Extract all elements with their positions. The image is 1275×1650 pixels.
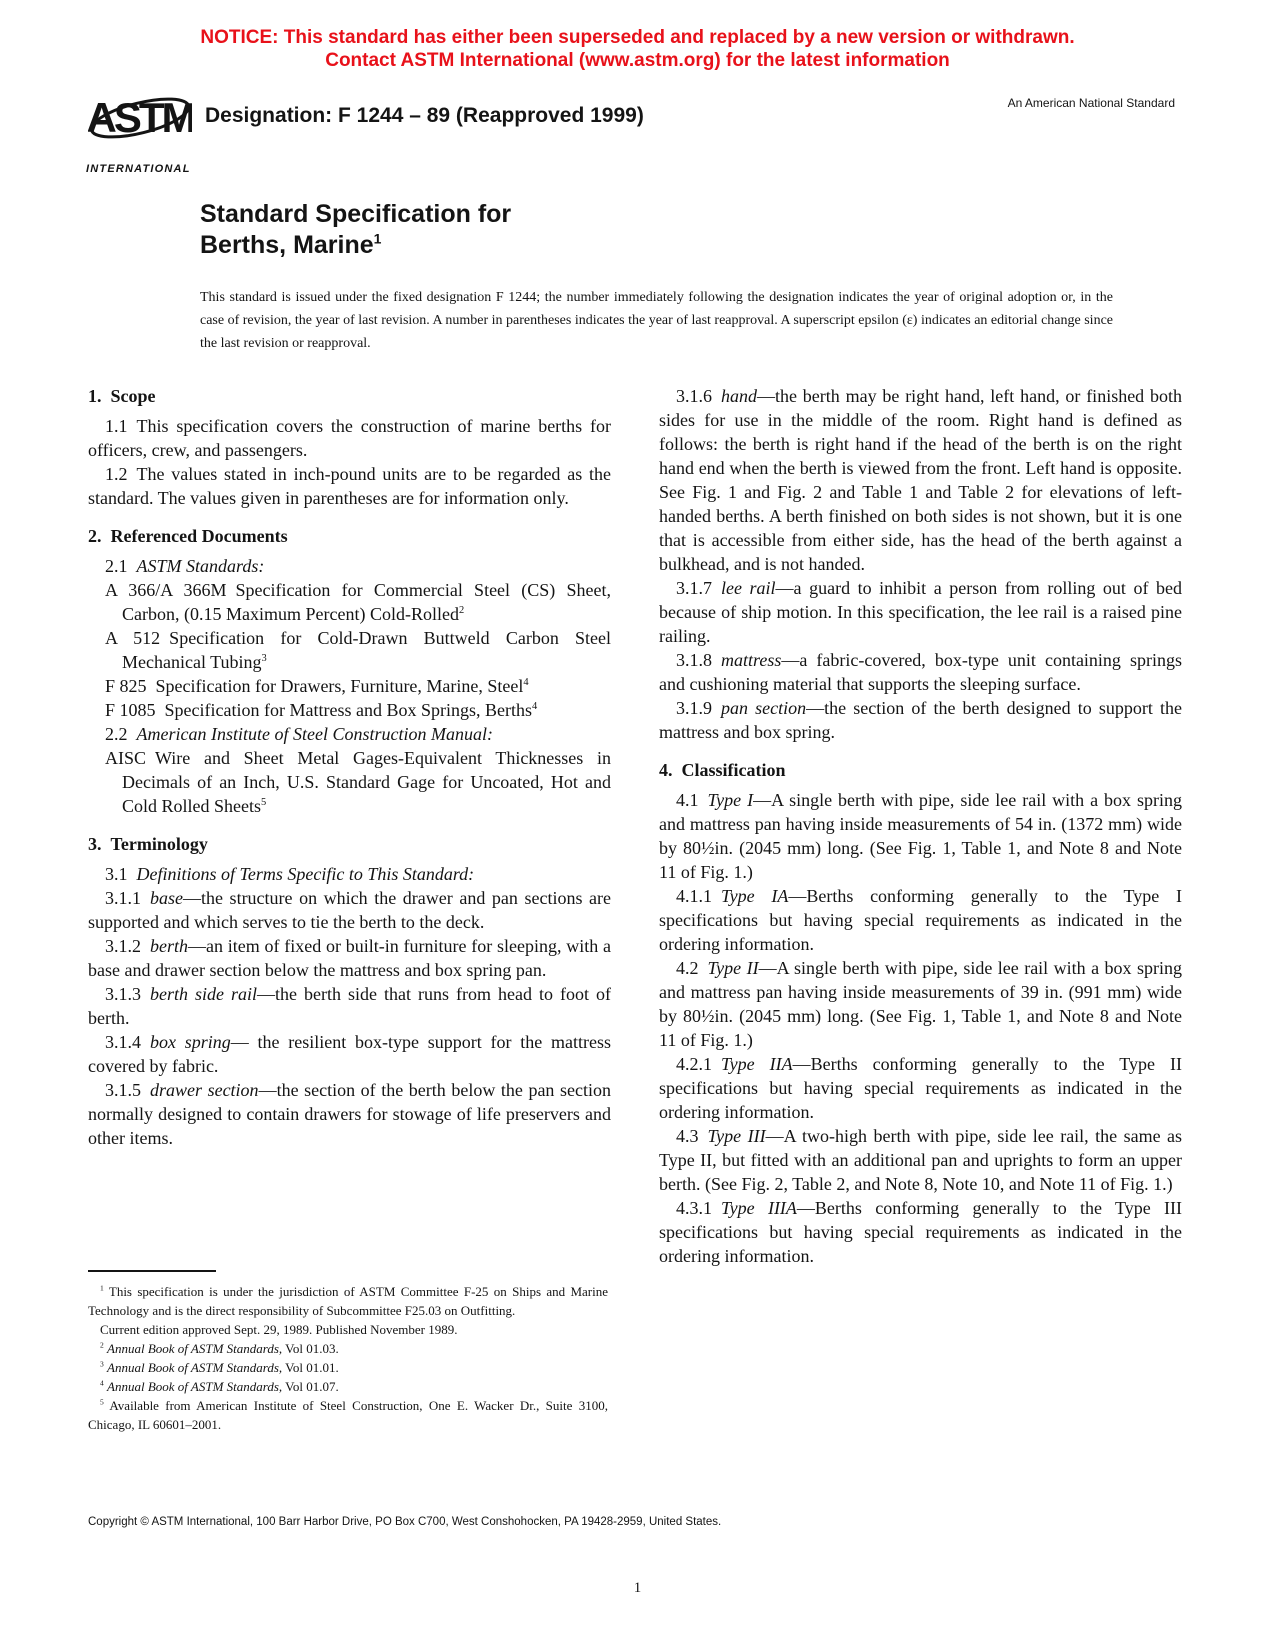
text-run: Annual Book of ASTM Standards, — [107, 1341, 283, 1356]
text-run: —A single berth with pipe, side lee rail with a box spring and mattress pan having inside measurements of 54 in. (1372 mm) wide by 80½in. (2045 mm) long. (See Fig. 1, Table 1, and Note 8 and Note 11 of Fig. 1.) — [659, 790, 1182, 882]
text-run: This specification is under the jurisdiction of ASTM Committee F-25 on Ships and Marine Technology and is the direct responsibility of Subcommittee F25.03 on Outfitting. — [88, 1284, 608, 1318]
footnotes-list — [88, 1282, 608, 1434]
logo-subtitle: INTERNATIONAL — [86, 163, 191, 175]
superscript-ref: 1 — [100, 1283, 104, 1293]
footnote — [88, 1396, 608, 1434]
superscript-ref: 5 — [100, 1397, 104, 1407]
text-run: berth side rail — [150, 984, 258, 1004]
superscript-ref: 5 — [261, 797, 267, 808]
text-run: 4.3 — [676, 1126, 708, 1146]
paragraph — [88, 934, 611, 982]
text-run: Available from American Institute of Steel Construction, One E. Wacker Dr., Suite 3100, Chicago, IL 60601–2001. — [88, 1398, 608, 1432]
text-run: 3.1.7 — [676, 578, 721, 598]
reference-item — [88, 674, 611, 698]
reference-item — [88, 746, 611, 818]
text-run: 2.1 — [105, 556, 137, 576]
preamble-paragraph: This standard is issued under the fixed designation F 1244; the number immediately following the designation indicates the year of original adoption or, in the case of revision, the year of last revision. A number in parentheses indicates the year of last reapproval. A superscript epsilon (ε) indicates an editorial change since the last revision or reapproval. — [200, 290, 1113, 351]
text-run: Vol 01.07. — [282, 1379, 339, 1394]
text-run: 4.1 — [676, 790, 708, 810]
column-right — [659, 384, 1182, 1268]
text-run: 3.1.3 — [105, 984, 150, 1004]
paragraph — [659, 576, 1182, 648]
footnote — [88, 1339, 608, 1358]
footnote — [88, 1358, 608, 1377]
text-run: —A two-high berth with pipe, side lee rail, the same as Type II, but fitted with an additional pan and uprights to form an upper berth. (See Fig. 2, Table 2, and Note 8, Note 10, and Note 11 of Fig. 1.) — [659, 1126, 1183, 1194]
text-run: 1.1 This specification covers the construction of marine berths for officers, crew, and passengers. — [88, 416, 611, 460]
text-run: American Institute of Steel Construction Manual: — [136, 724, 493, 744]
section-heading: 3. Terminology — [88, 834, 208, 854]
text-run: — the resilient box-type support for the mattress covered by fabric. — [88, 1032, 612, 1076]
text-run: —Berths conforming generally to the Type III specifications but having special requirements as indicated in the ordering information. — [659, 1198, 1182, 1266]
text-run: ASTM Standards: — [136, 556, 265, 576]
text-run: Type I — [707, 790, 754, 810]
section-heading: 1. Scope — [88, 386, 156, 406]
text-run: base — [150, 888, 183, 908]
paragraph — [88, 982, 611, 1030]
title-line-1: Standard Specification for — [200, 200, 512, 228]
footnote — [88, 1320, 608, 1339]
text-run: 3.1.1 — [105, 888, 150, 908]
superscript-ref: 2 — [458, 605, 465, 616]
paragraph — [88, 1078, 611, 1150]
content-columns — [88, 384, 1183, 1268]
paragraph — [659, 1052, 1182, 1124]
text-run: 3.1.4 — [105, 1032, 150, 1052]
paragraph — [659, 956, 1182, 1052]
text-run: pan section — [721, 698, 807, 718]
text-run: —the section of the berth below the pan section normally designed to contain drawers for stowage of life preservers and other items. — [88, 1080, 611, 1148]
text-run: 4.3.1 — [676, 1198, 721, 1218]
text-run: Type II — [707, 958, 759, 978]
text-run: Type IIIA — [721, 1198, 797, 1218]
text-run: A 512 Specification for Cold-Drawn Buttweld Carbon Steel Mechanical Tubing — [105, 628, 611, 672]
text-run: 3.1.9 — [676, 698, 721, 718]
text-run: Annual Book of ASTM Standards, — [107, 1360, 283, 1375]
section-heading: 4. Classification — [659, 760, 786, 780]
text-run: Vol 01.03. — [282, 1341, 339, 1356]
paragraph — [88, 862, 611, 886]
document-title — [200, 199, 511, 261]
text-run: box spring — [150, 1032, 231, 1052]
superscript-ref: 4 — [100, 1378, 104, 1388]
text-run: F 825 Specification for Drawers, Furniture, Marine, Steel — [105, 676, 524, 696]
footnote — [88, 1282, 608, 1320]
text-run: —the berth side that runs from head to foot of berth. — [88, 984, 611, 1028]
astm-logo — [86, 80, 194, 175]
text-run: berth — [150, 936, 188, 956]
page-number: 1 — [633, 1580, 642, 1596]
logo-acronym: ASTM — [88, 94, 192, 141]
national-standard-note: An American National Standard — [1007, 96, 1175, 110]
text-run: 3.1 — [105, 864, 137, 884]
text-run: —A single berth with pipe, side lee rail with a box spring and mattress pan having inside measurements of 39 in. (991 mm) wide by 80½in. (2045 mm) long. (See Fig. 1, Table 1, and Note 8 and Note 11 of Fig. 1.) — [659, 958, 1182, 1050]
text-run: —an item of fixed or built-in furniture for sleeping, with a base and drawer section below the mattress and box spring pan. — [88, 936, 611, 980]
text-run: drawer section — [150, 1080, 259, 1100]
text-run: AISC Wire and Sheet Metal Gages-Equivalent Thicknesses in Decimals of an Inch, U.S. Standard Gage for Uncoated, Hot and Cold Rolled Sheets — [105, 748, 611, 816]
text-run: mattress — [721, 650, 782, 670]
paragraph — [88, 886, 611, 934]
copyright-line: Copyright © ASTM International, 100 Barr Harbor Drive, PO Box C700, West Conshohocken, PA 19428-2959, United States. — [88, 1516, 722, 1528]
title-line-2 — [200, 230, 511, 261]
paragraph — [88, 414, 611, 462]
reference-item — [88, 698, 611, 722]
title-text: Berths, Marine — [200, 231, 374, 259]
footnotes-divider — [88, 1270, 216, 1272]
text-run: —Berths conforming generally to the Type I specifications but having special requirements as indicated in the ordering information. — [659, 886, 1182, 954]
paragraph — [659, 1196, 1182, 1268]
superscript-ref: 3 — [100, 1359, 104, 1369]
reference-item — [88, 578, 611, 626]
paragraph — [659, 1124, 1182, 1196]
text-run: —a fabric-covered, box-type unit containing springs and cushioning material that supports the sleeping surface. — [659, 650, 1182, 694]
reference-item — [88, 626, 611, 674]
superscript-ref: 4 — [523, 677, 529, 688]
footnotes-block — [88, 1270, 608, 1434]
text-run: lee rail — [721, 578, 776, 598]
text-run: 4.1.1 — [676, 886, 721, 906]
text-run: Annual Book of ASTM Standards, — [107, 1379, 283, 1394]
superscript-ref: 3 — [261, 653, 267, 664]
text-run: —Berths conforming generally to the Type II specifications but having special requirements as indicated in the ordering information. — [659, 1054, 1183, 1122]
text-run: —the berth may be right hand, left hand, or finished both sides for use in the middle of the room. Right hand is defined as follows: the berth is right hand if the head of the berth is on the right hand end when the berth is viewed from the front. Left hand is opposite. See Fig. 1 and Fig. 2 and Table 1 and Table 2 for elevations of left-handed berths. A berth finished on both sides is not shown, but it is one that is accessible from either side, has the head of the berth against a bulkhead, and is not handed. — [659, 386, 1182, 574]
section-heading: 2. Referenced Documents — [88, 526, 288, 546]
text-run: 2.2 — [105, 724, 137, 744]
text-run: —the section of the berth designed to support the mattress and box spring. — [659, 698, 1182, 742]
text-run: A 366/A 366M Specification for Commercial Steel (CS) Sheet, Carbon, (0.15 Maximum Percent) Cold-Rolled — [105, 580, 611, 624]
paragraph — [659, 384, 1182, 576]
paragraph — [659, 648, 1182, 696]
text-run: 1.2 The values stated in inch-pound units are to be regarded as the standard. The values given in parentheses are for information only. — [88, 464, 611, 508]
paragraph — [659, 884, 1182, 956]
paragraph — [88, 554, 611, 578]
text-run: 3.1.5 — [105, 1080, 150, 1100]
text-run: 4.2 — [676, 958, 708, 978]
title-footnote-ref: 1 — [373, 230, 382, 247]
text-run: 3.1.2 — [105, 936, 150, 956]
text-run: F 1085 Specification for Mattress and Box Springs, Berths — [105, 700, 532, 720]
superscript-ref: 4 — [531, 701, 538, 712]
text-run: Type IA — [721, 886, 789, 906]
paragraph — [88, 462, 611, 510]
footnote — [88, 1377, 608, 1396]
text-run: 4.2.1 — [676, 1054, 721, 1074]
paragraph — [88, 722, 611, 746]
notice-line-1: NOTICE: This standard has either been superseded and replaced by a new version or withdrawn. — [200, 27, 1075, 48]
text-run: 3.1.6 — [676, 386, 721, 406]
paragraph — [659, 788, 1182, 884]
astm-globe-icon — [88, 80, 192, 156]
text-run: Definitions of Terms Specific to This Standard: — [136, 864, 475, 884]
text-run: Type III — [707, 1126, 766, 1146]
notice-banner — [0, 26, 1275, 72]
text-run: hand — [721, 386, 757, 406]
column-left — [88, 384, 611, 1268]
superscript-ref: 2 — [100, 1340, 104, 1350]
text-run: Current edition approved Sept. 29, 1989. Published November 1989. — [100, 1322, 458, 1337]
text-run: —a guard to inhibit a person from rolling out of bed because of ship motion. In this specification, the lee rail is a raised pine railing. — [659, 578, 1182, 646]
text-run: 3.1.8 — [676, 650, 721, 670]
text-run: —the structure on which the drawer and pan sections are supported and which serves to tie the berth to the deck. — [88, 888, 611, 932]
notice-line-2: Contact ASTM International (www.astm.org) for the latest information — [325, 50, 950, 71]
text-run: Type IIA — [721, 1054, 793, 1074]
designation-heading: Designation: F 1244 – 89 (Reapproved 1999) — [205, 104, 644, 127]
text-run: Vol 01.01. — [282, 1360, 339, 1375]
paragraph — [659, 696, 1182, 744]
paragraph — [88, 1030, 611, 1078]
